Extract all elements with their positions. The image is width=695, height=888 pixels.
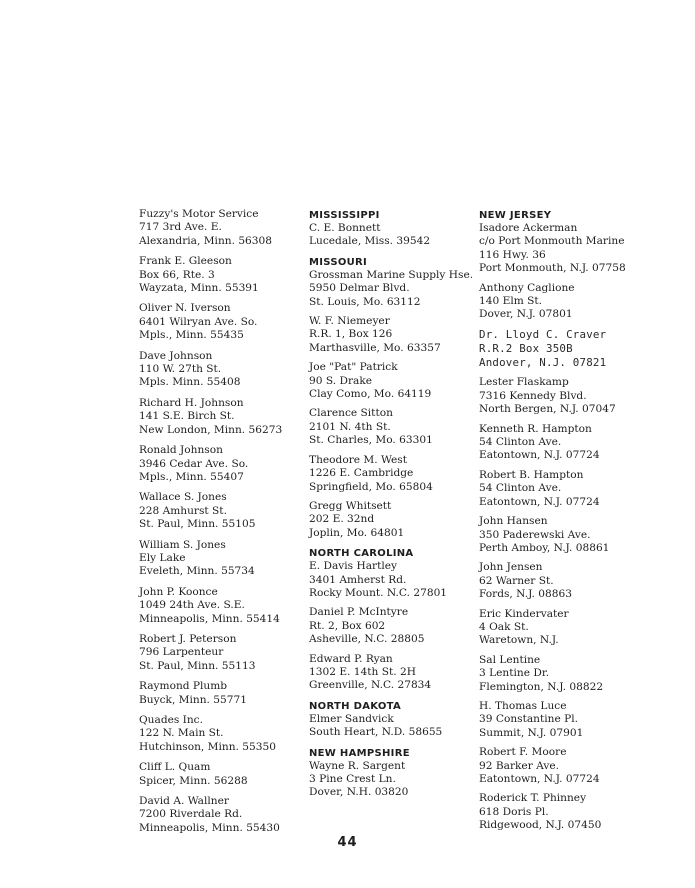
address-line: Dover, N.J. 07801 bbox=[479, 308, 573, 321]
address-entry bbox=[139, 680, 299, 707]
address-entry bbox=[479, 654, 649, 694]
address-entry bbox=[479, 376, 649, 416]
address-line: 92 Barker Ave. bbox=[479, 759, 559, 772]
address-line: 140 Elm St. bbox=[479, 295, 543, 308]
address-entry bbox=[309, 760, 474, 800]
address-entry bbox=[309, 713, 474, 740]
address-entry bbox=[139, 444, 299, 484]
entry-name: Lester Flaskamp bbox=[479, 376, 569, 389]
address-entry bbox=[139, 491, 299, 531]
address-line: 4 Oak St. bbox=[479, 620, 529, 633]
address-line: Rocky Mount. N.C. 27801 bbox=[309, 586, 448, 599]
page-number: 44 bbox=[337, 835, 358, 850]
address-line: 110 W. 27th St. bbox=[139, 363, 222, 376]
address-entry bbox=[309, 222, 474, 249]
entry-name: Wayne R. Sargent bbox=[309, 759, 406, 772]
address-line: Lucedale, Miss. 39542 bbox=[309, 235, 431, 248]
entry-name: Cliff L. Quam bbox=[139, 761, 211, 774]
address-line: Greenville, N.C. 27834 bbox=[309, 679, 432, 692]
state-section bbox=[309, 256, 474, 540]
address-line: New London, Minn. 56273 bbox=[139, 423, 283, 436]
address-entry bbox=[139, 714, 299, 754]
address-line: c/o Port Monmouth Marine bbox=[479, 235, 625, 248]
entry-name: Sal Lentine bbox=[479, 653, 541, 666]
address-line: Mpls., Minn. 55435 bbox=[139, 329, 244, 342]
entry-name: Clarence Sitton bbox=[309, 407, 393, 420]
address-line: 202 E. 32nd bbox=[309, 513, 375, 526]
address-line: 3401 Amherst Rd. bbox=[309, 573, 407, 586]
address-line: 7200 Riverdale Rd. bbox=[139, 808, 243, 821]
entry-name: Robert J. Peterson bbox=[139, 632, 237, 645]
address-line: Marthasville, Mo. 63357 bbox=[309, 341, 441, 354]
address-line: Minneapolis, Minn. 55430 bbox=[139, 821, 280, 834]
address-line: Perth Amboy, N.J. 08861 bbox=[479, 541, 610, 554]
state-heading: NEW HAMPSHIRE bbox=[309, 747, 410, 759]
address-line: Eatontown, N.J. 07724 bbox=[479, 495, 600, 508]
address-line: North Bergen, N.J. 07047 bbox=[479, 403, 616, 416]
address-line: Dover, N.H. 03820 bbox=[309, 786, 409, 799]
column-2 bbox=[309, 208, 474, 807]
address-entry bbox=[309, 315, 474, 355]
entry-name: Grossman Marine Supply Hse. bbox=[309, 268, 474, 281]
entry-name: Dr. Lloyd C. Craver bbox=[479, 327, 607, 341]
address-line: Ely Lake bbox=[139, 551, 186, 564]
address-line: Hutchinson, Minn. 55350 bbox=[139, 740, 276, 753]
address-line: Mpls. Minn. 55408 bbox=[139, 376, 241, 389]
address-line: R.R. 1, Box 126 bbox=[309, 328, 393, 341]
address-entry bbox=[139, 539, 299, 579]
address-line: Flemington, N.J. 08822 bbox=[479, 680, 604, 693]
address-line: Rt. 2, Box 602 bbox=[309, 619, 386, 632]
address-entry bbox=[479, 746, 649, 786]
entry-name: William S. Jones bbox=[139, 538, 226, 551]
entry-name: Edward P. Ryan bbox=[309, 652, 393, 665]
address-line: Minneapolis, Minn. 55414 bbox=[139, 612, 280, 625]
address-line: Eatontown, N.J. 07724 bbox=[479, 449, 600, 462]
address-entry bbox=[139, 633, 299, 673]
entry-name: Fuzzy's Motor Service bbox=[139, 208, 259, 220]
address-entry bbox=[479, 515, 649, 555]
address-entry bbox=[309, 653, 474, 693]
entry-name: Dave Johnson bbox=[139, 349, 213, 362]
entry-name: Eric Kindervater bbox=[479, 607, 569, 620]
address-line: Summit, N.J. 07901 bbox=[479, 726, 584, 739]
entry-name: John Jensen bbox=[479, 561, 543, 574]
address-line: Ridgewood, N.J. 07450 bbox=[479, 819, 602, 832]
address-line: 1049 24th Ave. S.E. bbox=[139, 599, 245, 612]
address-line: St. Paul, Minn. 55113 bbox=[139, 659, 256, 672]
entry-name: Raymond Plumb bbox=[139, 680, 228, 693]
address-line: 796 Larpenteur bbox=[139, 646, 224, 659]
address-entry bbox=[479, 608, 649, 648]
address-line: Alexandria, Minn. 56308 bbox=[139, 234, 273, 247]
address-line: 3946 Cedar Ave. So. bbox=[139, 457, 249, 470]
entry-name: Roderick T. Phinney bbox=[479, 792, 587, 805]
address-line: 141 S.E. Birch St. bbox=[139, 410, 235, 423]
address-entry bbox=[309, 606, 474, 646]
address-line: 618 Doris Pl. bbox=[479, 805, 549, 818]
entry-name: Anthony Caglione bbox=[479, 281, 575, 294]
address-line: Port Monmouth, N.J. 07758 bbox=[479, 262, 626, 275]
address-entry bbox=[309, 560, 474, 600]
address-entry bbox=[139, 255, 299, 295]
address-line: Eveleth, Minn. 55734 bbox=[139, 565, 255, 578]
address-line: Joplin, Mo. 64801 bbox=[309, 526, 405, 539]
address-entry bbox=[139, 397, 299, 437]
entry-name: Kenneth R. Hampton bbox=[479, 422, 592, 435]
state-section bbox=[309, 747, 474, 800]
entry-name: Robert B. Hampton bbox=[479, 468, 584, 481]
entry-name: Wallace S. Jones bbox=[139, 491, 227, 504]
address-line: 1226 E. Cambridge bbox=[309, 467, 414, 480]
entry-name: Elmer Sandvick bbox=[309, 712, 394, 725]
address-line: Buyck, Minn. 55771 bbox=[139, 693, 247, 706]
address-line: Fords, N.J. 08863 bbox=[479, 588, 572, 601]
address-line: Waretown, N.J. bbox=[479, 634, 559, 647]
address-entry bbox=[309, 407, 474, 447]
address-line: 54 Clinton Ave. bbox=[479, 482, 562, 495]
address-entry bbox=[309, 454, 474, 494]
address-line: 3 Pine Crest Ln. bbox=[309, 773, 396, 785]
address-line: 5950 Delmar Blvd. bbox=[309, 282, 410, 295]
address-entry bbox=[479, 328, 649, 371]
entry-name: Daniel P. McIntyre bbox=[309, 606, 409, 619]
state-section bbox=[309, 700, 474, 740]
address-line: 62 Warner St. bbox=[479, 574, 554, 587]
entry-name: Robert F. Moore bbox=[479, 746, 567, 759]
entry-name: David A. Wallner bbox=[139, 795, 229, 808]
address-line: Asheville, N.C. 28805 bbox=[309, 633, 425, 646]
entry-name: E. Davis Hartley bbox=[309, 560, 397, 573]
address-line: South Heart, N.D. 58655 bbox=[309, 726, 443, 739]
state-section bbox=[479, 209, 649, 833]
address-line: St. Louis, Mo. 63112 bbox=[309, 295, 421, 308]
entry-name: Richard H. Johnson bbox=[139, 396, 244, 409]
address-line: Clay Como, Mo. 64119 bbox=[309, 388, 432, 401]
entry-name: Ronald Johnson bbox=[139, 444, 223, 457]
entry-name: Joe "Pat" Patrick bbox=[309, 361, 398, 374]
entry-name: Quades Inc. bbox=[139, 714, 203, 726]
address-line: R.R.2 Box 350B bbox=[479, 342, 573, 356]
entry-name: Theodore M. West bbox=[309, 453, 407, 466]
entry-name: Frank E. Gleeson bbox=[139, 255, 232, 268]
address-line: 1302 E. 14th St. 2H bbox=[309, 665, 416, 678]
state-heading: NORTH DAKOTA bbox=[309, 700, 402, 712]
address-line: 228 Amhurst St. bbox=[139, 504, 227, 517]
address-entry bbox=[139, 586, 299, 626]
address-line: 6401 Wilryan Ave. So. bbox=[139, 315, 258, 328]
address-line: Mpls., Minn. 55407 bbox=[139, 470, 244, 483]
address-line: Wayzata, Minn. 55391 bbox=[139, 282, 259, 295]
address-entry bbox=[479, 700, 649, 740]
address-line: 717 3rd Ave. E. bbox=[139, 221, 222, 234]
address-entry bbox=[479, 469, 649, 509]
address-line: 7316 Kennedy Blvd. bbox=[479, 389, 587, 402]
address-line: St. Paul, Minn. 55105 bbox=[139, 518, 256, 531]
address-entry bbox=[479, 561, 649, 601]
state-heading: NEW JERSEY bbox=[479, 210, 552, 221]
address-entry bbox=[479, 282, 649, 322]
address-line: Andover, N.J. 07821 bbox=[479, 356, 607, 370]
entry-name: John Hansen bbox=[479, 515, 548, 528]
entry-name: Gregg Whitsett bbox=[309, 499, 392, 512]
address-entry bbox=[309, 269, 474, 309]
column-3 bbox=[479, 208, 649, 840]
address-entry bbox=[139, 795, 299, 835]
state-section bbox=[309, 209, 474, 249]
state-section bbox=[309, 547, 474, 693]
address-entry bbox=[479, 222, 649, 276]
address-line: Box 66, Rte. 3 bbox=[139, 268, 215, 281]
state-heading: NORTH CAROLINA bbox=[309, 548, 414, 560]
address-entry bbox=[479, 792, 649, 832]
address-line: 54 Clinton Ave. bbox=[479, 436, 562, 449]
entry-name: W. F. Niemeyer bbox=[309, 315, 390, 328]
entry-name: H. Thomas Luce bbox=[479, 699, 567, 712]
address-entry bbox=[139, 350, 299, 390]
address-line: 3 Lentine Dr. bbox=[479, 667, 550, 680]
address-entry bbox=[139, 761, 299, 788]
address-line: Eatontown, N.J. 07724 bbox=[479, 773, 600, 786]
address-line: 2101 N. 4th St. bbox=[309, 420, 391, 433]
address-line: 350 Paderewski Ave. bbox=[479, 528, 591, 541]
address-line: 122 N. Main St. bbox=[139, 727, 224, 740]
state-heading: MISSOURI bbox=[309, 256, 368, 268]
address-line: St. Charles, Mo. 63301 bbox=[309, 434, 433, 447]
address-entry bbox=[479, 423, 649, 463]
address-entry bbox=[139, 208, 299, 248]
state-heading: MISSISSIPPI bbox=[309, 210, 380, 221]
address-line: 116 Hwy. 36 bbox=[479, 248, 546, 261]
entry-name: Oliver N. Iverson bbox=[139, 302, 231, 315]
column-1 bbox=[139, 208, 299, 842]
address-entry bbox=[309, 361, 474, 401]
address-line: 39 Constantine Pl. bbox=[479, 713, 578, 726]
address-line: Spicer, Minn. 56288 bbox=[139, 774, 248, 787]
address-line: 90 S. Drake bbox=[309, 374, 373, 387]
entry-name: John P. Koonce bbox=[139, 585, 218, 598]
address-entry bbox=[139, 302, 299, 342]
entry-name: Isadore Ackerman bbox=[479, 222, 578, 234]
entry-name: C. E. Bonnett bbox=[309, 222, 381, 234]
address-line: Springfield, Mo. 65804 bbox=[309, 480, 433, 493]
address-entry bbox=[309, 500, 474, 540]
